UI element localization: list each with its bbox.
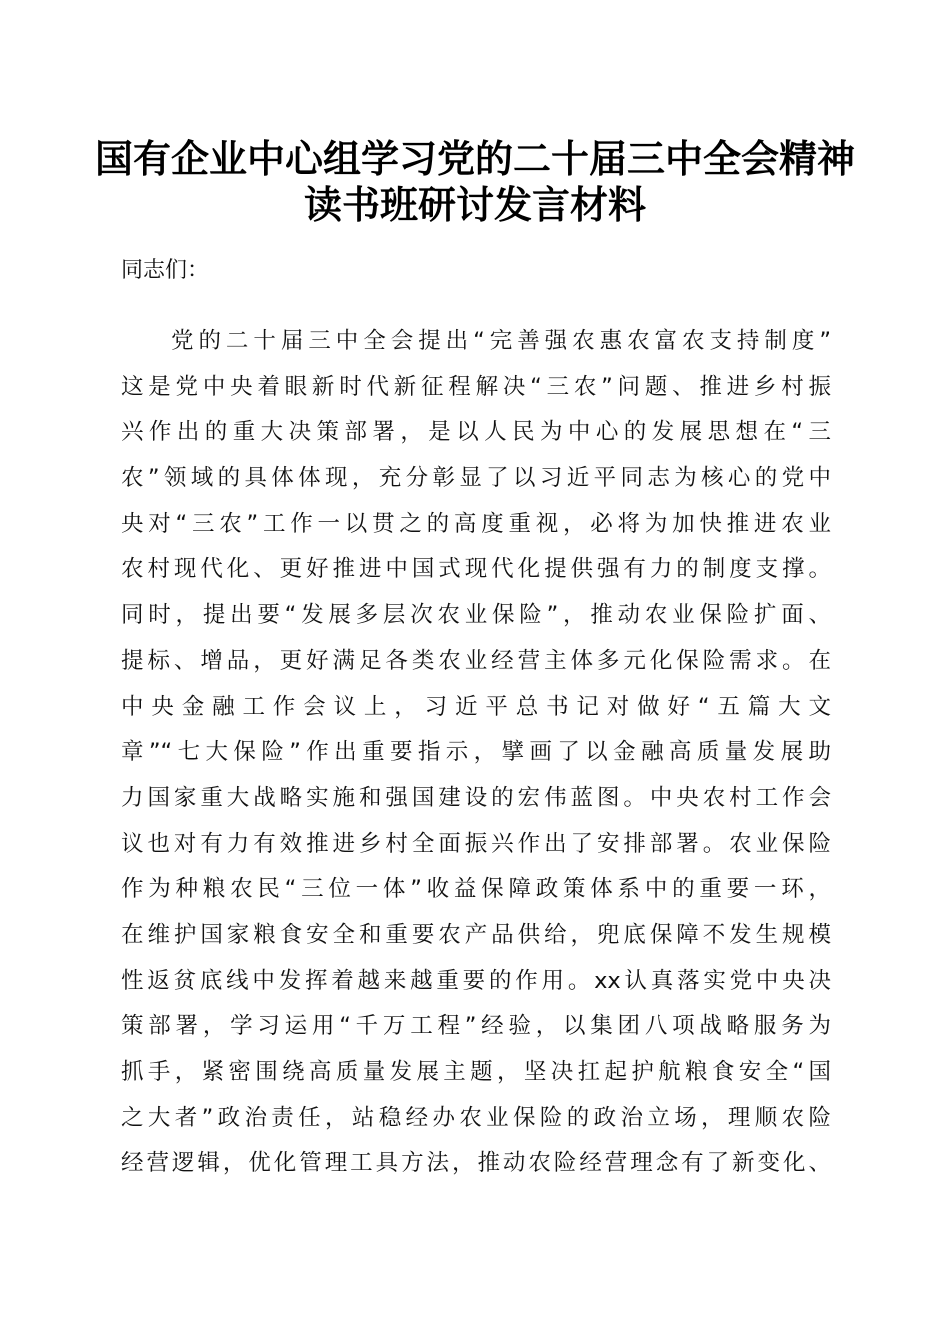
body-line: 作为种粮农民“三位一体”收益保障政策体系中的重要一环，: [121, 876, 831, 903]
document-title-line-2: 读书班研讨发言材料: [303, 182, 646, 227]
body-line: 同时，提出要“发展多层次农业保险”，推动农业保险扩面、: [121, 602, 831, 629]
body-line: 力国家重大战略实施和强国建设的宏伟蓝图。中央农村工作会: [121, 784, 831, 811]
body-line: 之大者”政治责任，站稳经办农业保险的政治立场，理顺农险: [121, 1104, 831, 1131]
body-line: 党的二十届三中全会提出“完善强农惠农富农支持制度”: [171, 328, 831, 354]
body-line: 策部署，学习运用“千万工程”经验，以集团八项战略服务为: [121, 1013, 831, 1040]
salutation: 同志们：: [121, 258, 210, 283]
body-line: 农”领域的具体体现，充分彰显了以习近平同志为核心的党中: [121, 465, 831, 492]
body-line: 兴作出的重大决策部署，是以人民为中心的发展思想在“三: [121, 419, 831, 446]
body-line: 性返贫底线中发挥着越来越重要的作用。xx认真落实党中央决: [121, 967, 831, 994]
body-line: 抓手，紧密围绕高质量发展主题，坚决扛起护航粮食安全“国: [121, 1059, 831, 1085]
body-line: 这是党中央着眼新时代新征程解决“三农”问题、推进乡村振: [121, 373, 831, 400]
body-line: 央对“三农”工作一以贯之的高度重视，必将为加快推进农业: [121, 510, 831, 537]
body-line: 在维护国家粮食安全和重要农产品供给，兜底保障不发生规模: [121, 921, 831, 948]
body-line: 农村现代化、更好推进中国式现代化提供强有力的制度支撑。: [121, 556, 831, 583]
document-title-line-1: 国有企业中心组学习党的二十届三中全会精神: [94, 136, 855, 181]
body-line: 提标、增品，更好满足各类农业经营主体多元化保险需求。在: [121, 647, 831, 674]
body-line: 经营逻辑，优化管理工具方法，推动农险经营理念有了新变化、: [121, 1150, 831, 1177]
body-line: 章”“七大保险”作出重要指示，擘画了以金融高质量发展助: [121, 739, 831, 766]
body-line: 中央金融工作会议上，习近平总书记对做好“五篇大文: [121, 693, 831, 720]
body-line: 议也对有力有效推进乡村全面振兴作出了安排部署。农业保险: [121, 830, 831, 857]
body-paragraph: [121, 322, 831, 1190]
